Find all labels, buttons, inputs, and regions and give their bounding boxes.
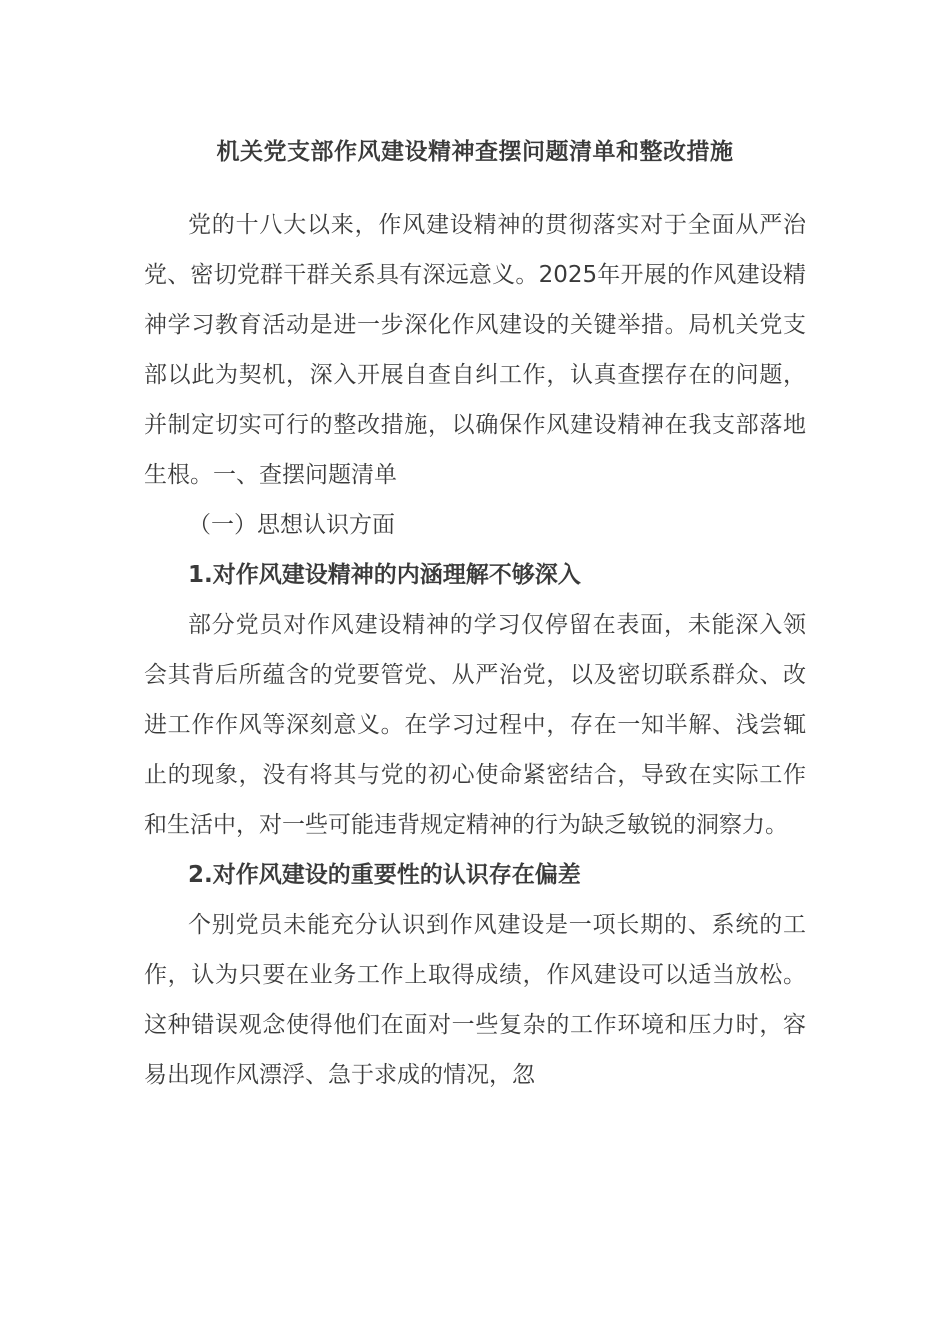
item-2-paragraph: 个别党员未能充分认识到作风建设是一项长期的、系统的工作，认为只要在业务工作上取得成绩，作风建设可以适当放松。这种错误观念使得他们在面对一些复杂的工作环境和压力时，容易出现作风漂浮、急于求成的情况，忽 [144,912,806,1088]
document-title: 机关党支部作风建设精神查摆问题清单和整改措施 [216,139,734,165]
item-1-paragraph: 部分党员对作风建设精神的学习仅停留在表面，未能深入领会其背后所蕴含的党要管党、从严治党，以及密切联系群众、改进工作作风等深刻意义。在学习过程中，存在一知半解、浅尝辄止的现象，没有将其与党的初心使命紧密结合，导致在实际工作和生活中，对一些可能违背规定精神的行为缺乏敏锐的洞察力。 [144,612,806,838]
intro-paragraph: 党的十八大以来，作风建设精神的贯彻落实对于全面从严治党、密切党群干群关系具有深远意义。2025年开展的作风建设精神学习教育活动是进一步深化作风建设的关键举措。局机关党支部以此为契机，深入开展自查自纠工作，认真查摆存在的问题，并制定切实可行的整改措施，以确保作风建设精神在我支部落地生根。一、查摆问题清单 [144,212,806,488]
document-body [144,200,806,1100]
item-2-heading: 2.对作风建设的重要性的认识存在偏差 [188,862,581,888]
item-1-heading: 1.对作风建设精神的内涵理解不够深入 [188,562,581,588]
section-heading-thinking: （一）思想认识方面 [188,512,395,538]
